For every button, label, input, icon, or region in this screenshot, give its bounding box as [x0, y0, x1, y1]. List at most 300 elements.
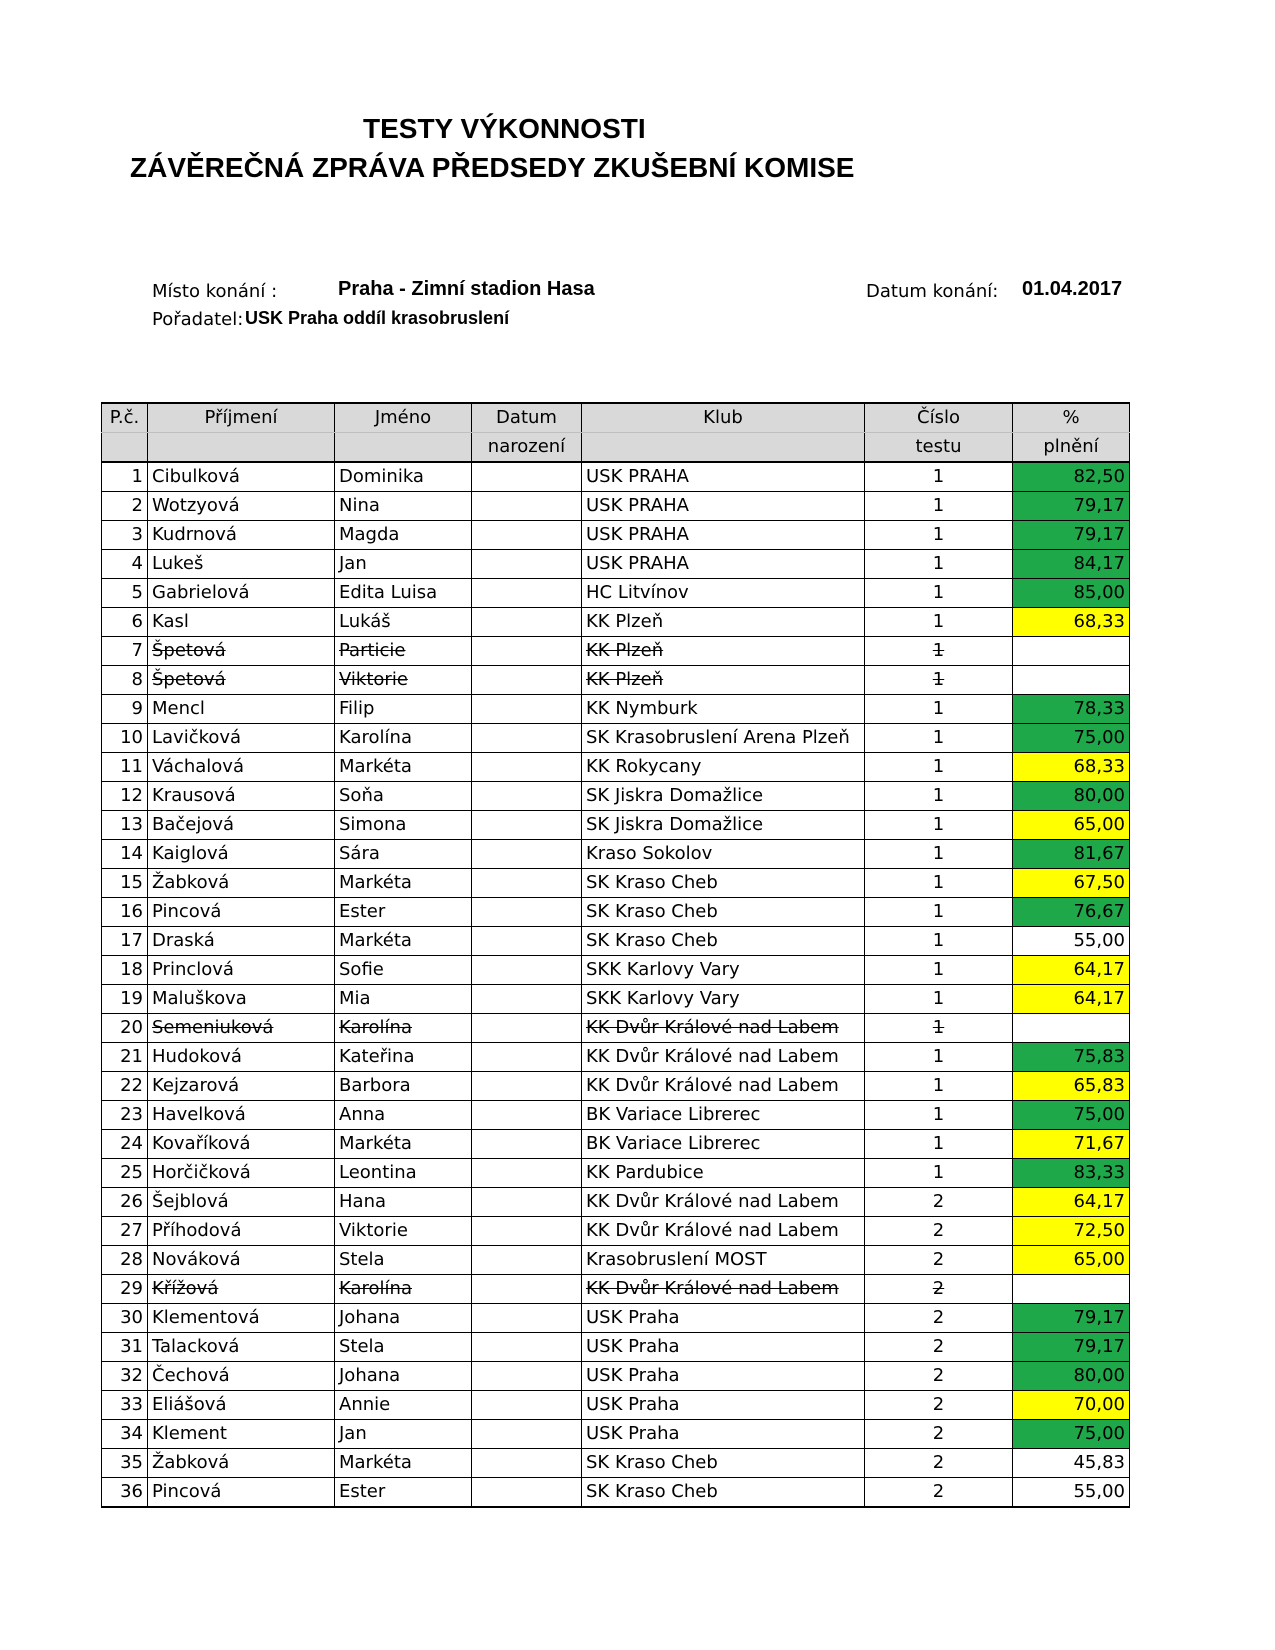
table-row [102, 492, 1130, 521]
col-birth [472, 1391, 582, 1420]
col-surname: Mencl [148, 695, 335, 724]
col-birth [472, 898, 582, 927]
col-birth [472, 753, 582, 782]
col-percent: 83,33 [1013, 1159, 1130, 1188]
col-name: Markéta [335, 753, 472, 782]
col-percent: 80,00 [1013, 1362, 1130, 1391]
col-club: KK Nymburk [582, 695, 865, 724]
col-number: 22 [102, 1072, 148, 1101]
col-birth [472, 1188, 582, 1217]
col-surname: Žabková [148, 1449, 335, 1478]
col-surname: Příhodová [148, 1217, 335, 1246]
col-test: 1 [865, 840, 1013, 869]
col-test: 2 [865, 1333, 1013, 1362]
col-birth [472, 956, 582, 985]
col-name: Jan [335, 550, 472, 579]
col-club: KK Dvůr Králové nad Labem [582, 1188, 865, 1217]
col-percent: 79,17 [1013, 521, 1130, 550]
col-birth [472, 521, 582, 550]
col-number: 32 [102, 1362, 148, 1391]
col-birth [472, 840, 582, 869]
table-row [102, 1420, 1130, 1449]
col-surname: Nováková [148, 1246, 335, 1275]
col-name: Nina [335, 492, 472, 521]
col-percent: 80,00 [1013, 782, 1130, 811]
col-test: 2 [865, 1362, 1013, 1391]
col-number: 36 [102, 1478, 148, 1508]
col-surname: Gabrielová [148, 579, 335, 608]
table-row [102, 1043, 1130, 1072]
col-number: 11 [102, 753, 148, 782]
header-col-birth: narození [472, 433, 582, 463]
col-percent: 65,00 [1013, 1246, 1130, 1275]
col-name [335, 666, 472, 695]
table-row [102, 811, 1130, 840]
col-number: 34 [102, 1420, 148, 1449]
organizer-value: USK Praha oddíl krasobruslení [245, 308, 510, 328]
col-name: Markéta [335, 1449, 472, 1478]
col-birth [472, 1362, 582, 1391]
col-surname: Lukeš [148, 550, 335, 579]
struck-text: 1 [932, 669, 945, 690]
col-percent: 64,17 [1013, 1188, 1130, 1217]
col-club: USK PRAHA [582, 492, 865, 521]
col-club: KK Rokycany [582, 753, 865, 782]
col-test: 1 [865, 753, 1013, 782]
col-name: Markéta [335, 927, 472, 956]
col-surname: Krausová [148, 782, 335, 811]
results-table [101, 402, 1130, 1508]
table-row [102, 753, 1130, 782]
col-test: 1 [865, 927, 1013, 956]
col-name: Hana [335, 1188, 472, 1217]
place-value: Praha - Zimní stadion Hasa [338, 278, 595, 300]
col-name: Ester [335, 898, 472, 927]
col-percent: 68,33 [1013, 608, 1130, 637]
col-test: 1 [865, 550, 1013, 579]
col-club: SK Kraso Cheb [582, 869, 865, 898]
col-percent [1013, 666, 1130, 695]
col-number: 8 [102, 666, 148, 695]
col-test: 2 [865, 1449, 1013, 1478]
col-name: Sára [335, 840, 472, 869]
col-percent [1013, 1014, 1130, 1043]
col-birth [472, 637, 582, 666]
table-row [102, 1449, 1130, 1478]
col-club: SK Jiskra Domažlice [582, 811, 865, 840]
report-title-line2: ZÁVĚREČNÁ ZPRÁVA PŘEDSEDY ZKUŠEBNÍ KOMISE [130, 152, 855, 183]
col-birth [472, 1478, 582, 1508]
header-col-name [335, 433, 472, 463]
struck-text: KK Dvůr Králové nad Labem [586, 1278, 839, 1299]
col-surname: Kovaříková [148, 1130, 335, 1159]
col-name: Jan [335, 1420, 472, 1449]
col-name: Stela [335, 1333, 472, 1362]
struck-text: 2 [932, 1278, 945, 1299]
col-surname: Pincová [148, 1478, 335, 1508]
col-test: 1 [865, 724, 1013, 753]
table-row [102, 666, 1130, 695]
col-number: 29 [102, 1275, 148, 1304]
col-test: 1 [865, 521, 1013, 550]
col-test: 1 [865, 782, 1013, 811]
col-birth [472, 985, 582, 1014]
col-birth [472, 695, 582, 724]
col-number: 16 [102, 898, 148, 927]
col-birth [472, 1217, 582, 1246]
col-number: 6 [102, 608, 148, 637]
col-birth [472, 1014, 582, 1043]
col-name: Sofie [335, 956, 472, 985]
col-number: 14 [102, 840, 148, 869]
col-number: 25 [102, 1159, 148, 1188]
table-row [102, 1275, 1130, 1304]
col-surname: Princlová [148, 956, 335, 985]
table-row [102, 840, 1130, 869]
table-row [102, 1217, 1130, 1246]
col-percent: 55,00 [1013, 927, 1130, 956]
col-number: 13 [102, 811, 148, 840]
col-club: USK Praha [582, 1362, 865, 1391]
table-row [102, 462, 1130, 492]
col-birth [472, 1246, 582, 1275]
header-col-percent: plnění [1013, 433, 1130, 463]
header-col-club [582, 433, 865, 463]
header-col-surname [148, 433, 335, 463]
col-surname [148, 637, 335, 666]
struck-text: Křížová [152, 1278, 219, 1299]
col-club: Krasobruslení MOST [582, 1246, 865, 1275]
header-col-birth: Datum [472, 403, 582, 433]
col-surname: Čechová [148, 1362, 335, 1391]
col-birth [472, 492, 582, 521]
col-number: 21 [102, 1043, 148, 1072]
col-number: 31 [102, 1333, 148, 1362]
col-test: 1 [865, 1043, 1013, 1072]
col-surname: Kaiglová [148, 840, 335, 869]
col-club: BK Variace Librerec [582, 1101, 865, 1130]
col-birth [472, 666, 582, 695]
col-name: Markéta [335, 869, 472, 898]
table-row [102, 1072, 1130, 1101]
col-percent: 78,33 [1013, 695, 1130, 724]
table-row [102, 869, 1130, 898]
col-birth [472, 1275, 582, 1304]
col-surname: Maluškova [148, 985, 335, 1014]
col-test: 1 [865, 579, 1013, 608]
col-surname: Horčičková [148, 1159, 335, 1188]
col-test: 1 [865, 462, 1013, 492]
col-birth [472, 1130, 582, 1159]
organizer-label: Pořadatel: [152, 309, 244, 330]
col-club: KK Pardubice [582, 1159, 865, 1188]
col-percent: 55,00 [1013, 1478, 1130, 1508]
col-birth [472, 1159, 582, 1188]
col-percent: 79,17 [1013, 1304, 1130, 1333]
struck-text: Špetová [152, 640, 226, 661]
table-row [102, 956, 1130, 985]
col-club: USK Praha [582, 1420, 865, 1449]
struck-text: Semeniuková [152, 1017, 274, 1038]
col-club: SK Kraso Cheb [582, 927, 865, 956]
col-test: 2 [865, 1246, 1013, 1275]
col-club: SKK Karlovy Vary [582, 956, 865, 985]
col-percent [1013, 637, 1130, 666]
col-test [865, 1014, 1013, 1043]
col-club: Kraso Sokolov [582, 840, 865, 869]
col-number: 35 [102, 1449, 148, 1478]
col-test [865, 1275, 1013, 1304]
col-surname [148, 1275, 335, 1304]
col-surname: Pincová [148, 898, 335, 927]
col-number: 1 [102, 462, 148, 492]
header-col-surname: Příjmení [148, 403, 335, 433]
col-number: 18 [102, 956, 148, 985]
col-club: USK PRAHA [582, 462, 865, 492]
col-test: 1 [865, 985, 1013, 1014]
table-row [102, 782, 1130, 811]
header-col-percent: % [1013, 403, 1130, 433]
header-col-number: P.č. [102, 403, 148, 433]
table-row [102, 550, 1130, 579]
struck-text: KK Dvůr Králové nad Labem [586, 1017, 839, 1038]
table-header-row [102, 403, 1130, 433]
col-birth [472, 869, 582, 898]
header-col-name: Jméno [335, 403, 472, 433]
col-name: Edita Luisa [335, 579, 472, 608]
col-club: SK Kraso Cheb [582, 898, 865, 927]
col-name: Barbora [335, 1072, 472, 1101]
col-surname: Havelková [148, 1101, 335, 1130]
col-test [865, 637, 1013, 666]
struck-text: Karolína [339, 1278, 412, 1299]
col-name: Annie [335, 1391, 472, 1420]
col-test: 1 [865, 1072, 1013, 1101]
col-birth [472, 811, 582, 840]
col-number: 2 [102, 492, 148, 521]
table-row [102, 985, 1130, 1014]
col-test [865, 666, 1013, 695]
place-label: Místo konání : [152, 281, 278, 302]
col-surname: Kejzarová [148, 1072, 335, 1101]
col-name: Johana [335, 1304, 472, 1333]
col-number: 28 [102, 1246, 148, 1275]
col-birth [472, 724, 582, 753]
col-number: 7 [102, 637, 148, 666]
col-test: 1 [865, 1130, 1013, 1159]
col-percent: 72,50 [1013, 1217, 1130, 1246]
report-title-line1: TESTY VÝKONNOSTI [363, 113, 646, 144]
col-test: 1 [865, 1159, 1013, 1188]
col-percent: 81,67 [1013, 840, 1130, 869]
col-club: KK Dvůr Králové nad Labem [582, 1217, 865, 1246]
col-surname: Váchalová [148, 753, 335, 782]
col-club: SK Kraso Cheb [582, 1449, 865, 1478]
col-surname: Šejblová [148, 1188, 335, 1217]
col-club: SK Kraso Cheb [582, 1478, 865, 1508]
col-percent: 85,00 [1013, 579, 1130, 608]
col-birth [472, 579, 582, 608]
struck-text: Particie [339, 640, 406, 661]
col-club: KK Plzeň [582, 608, 865, 637]
col-birth [472, 1304, 582, 1333]
col-club: SK Jiskra Domažlice [582, 782, 865, 811]
table-row [102, 1304, 1130, 1333]
col-percent: 45,83 [1013, 1449, 1130, 1478]
table-row [102, 1188, 1130, 1217]
col-test: 1 [865, 608, 1013, 637]
table-row [102, 1246, 1130, 1275]
table-row [102, 1478, 1130, 1508]
date-label: Datum konání: [866, 281, 999, 302]
col-percent: 67,50 [1013, 869, 1130, 898]
col-percent: 76,67 [1013, 898, 1130, 927]
col-birth [472, 1072, 582, 1101]
col-percent: 75,00 [1013, 1420, 1130, 1449]
table-row [102, 1101, 1130, 1130]
col-club: SKK Karlovy Vary [582, 985, 865, 1014]
col-name: Soňa [335, 782, 472, 811]
col-percent: 75,00 [1013, 1101, 1130, 1130]
table-row [102, 1391, 1130, 1420]
col-birth [472, 1043, 582, 1072]
col-name [335, 1014, 472, 1043]
col-name [335, 1275, 472, 1304]
col-number: 30 [102, 1304, 148, 1333]
col-percent: 64,17 [1013, 956, 1130, 985]
col-name: Dominika [335, 462, 472, 492]
table-row [102, 1130, 1130, 1159]
col-surname: Bačejová [148, 811, 335, 840]
col-club [582, 666, 865, 695]
table-row [102, 724, 1130, 753]
col-percent: 79,17 [1013, 492, 1130, 521]
col-club: KK Dvůr Králové nad Labem [582, 1043, 865, 1072]
col-number: 10 [102, 724, 148, 753]
col-birth [472, 462, 582, 492]
col-percent: 82,50 [1013, 462, 1130, 492]
col-number: 27 [102, 1217, 148, 1246]
col-number: 3 [102, 521, 148, 550]
col-birth [472, 1101, 582, 1130]
col-name: Markéta [335, 1130, 472, 1159]
col-test: 1 [865, 869, 1013, 898]
col-name: Kateřina [335, 1043, 472, 1072]
col-percent: 64,17 [1013, 985, 1130, 1014]
col-percent: 70,00 [1013, 1391, 1130, 1420]
col-test: 1 [865, 695, 1013, 724]
col-test: 1 [865, 492, 1013, 521]
col-number: 4 [102, 550, 148, 579]
col-percent [1013, 1275, 1130, 1304]
col-number: 33 [102, 1391, 148, 1420]
col-club: USK Praha [582, 1333, 865, 1362]
col-surname: Wotzyová [148, 492, 335, 521]
struck-text: Špetová [152, 669, 226, 690]
col-club: SK Krasobruslení Arena Plzeň [582, 724, 865, 753]
col-surname: Kasl [148, 608, 335, 637]
col-name: Anna [335, 1101, 472, 1130]
struck-text: 1 [932, 640, 945, 661]
col-test: 2 [865, 1188, 1013, 1217]
header-col-test: testu [865, 433, 1013, 463]
col-club: USK Praha [582, 1391, 865, 1420]
col-test: 2 [865, 1420, 1013, 1449]
col-surname: Cibulková [148, 462, 335, 492]
col-surname: Kudrnová [148, 521, 335, 550]
col-name: Lukáš [335, 608, 472, 637]
col-percent: 65,83 [1013, 1072, 1130, 1101]
col-club: USK PRAHA [582, 521, 865, 550]
col-number: 24 [102, 1130, 148, 1159]
col-percent: 71,67 [1013, 1130, 1130, 1159]
col-surname: Lavičková [148, 724, 335, 753]
table-row [102, 608, 1130, 637]
col-test: 2 [865, 1391, 1013, 1420]
col-club: USK Praha [582, 1304, 865, 1333]
col-test: 1 [865, 811, 1013, 840]
col-percent: 68,33 [1013, 753, 1130, 782]
col-club [582, 1275, 865, 1304]
header-col-number [102, 433, 148, 463]
col-surname: Žabková [148, 869, 335, 898]
col-test: 2 [865, 1217, 1013, 1246]
table-row [102, 1362, 1130, 1391]
col-test: 2 [865, 1304, 1013, 1333]
table-header-row [102, 433, 1130, 463]
table-row [102, 898, 1130, 927]
col-percent: 79,17 [1013, 1333, 1130, 1362]
col-number: 26 [102, 1188, 148, 1217]
col-club: KK Dvůr Králové nad Labem [582, 1072, 865, 1101]
col-club: BK Variace Librerec [582, 1130, 865, 1159]
date-value: 01.04.2017 [1022, 278, 1123, 300]
table-row [102, 521, 1130, 550]
struck-text: 1 [932, 1017, 945, 1038]
col-test: 1 [865, 956, 1013, 985]
table-row [102, 579, 1130, 608]
col-birth [472, 1333, 582, 1362]
table-row [102, 1159, 1130, 1188]
table-row [102, 1333, 1130, 1362]
col-name: Viktorie [335, 1217, 472, 1246]
col-percent: 75,00 [1013, 724, 1130, 753]
col-name: Johana [335, 1362, 472, 1391]
struck-text: Karolína [339, 1017, 412, 1038]
col-birth [472, 927, 582, 956]
col-club [582, 637, 865, 666]
header-col-test: Číslo [865, 403, 1013, 433]
col-test: 1 [865, 1101, 1013, 1130]
table-row [102, 637, 1130, 666]
col-number: 17 [102, 927, 148, 956]
table-row [102, 1014, 1130, 1043]
col-name [335, 637, 472, 666]
col-name: Karolína [335, 724, 472, 753]
header-col-club: Klub [582, 403, 865, 433]
col-birth [472, 782, 582, 811]
col-surname: Draská [148, 927, 335, 956]
struck-text: Viktorie [339, 669, 408, 690]
col-percent: 84,17 [1013, 550, 1130, 579]
col-number: 19 [102, 985, 148, 1014]
col-name: Filip [335, 695, 472, 724]
col-test: 1 [865, 898, 1013, 927]
col-name: Mia [335, 985, 472, 1014]
col-percent: 65,00 [1013, 811, 1130, 840]
struck-text: KK Plzeň [586, 669, 664, 690]
col-name: Stela [335, 1246, 472, 1275]
